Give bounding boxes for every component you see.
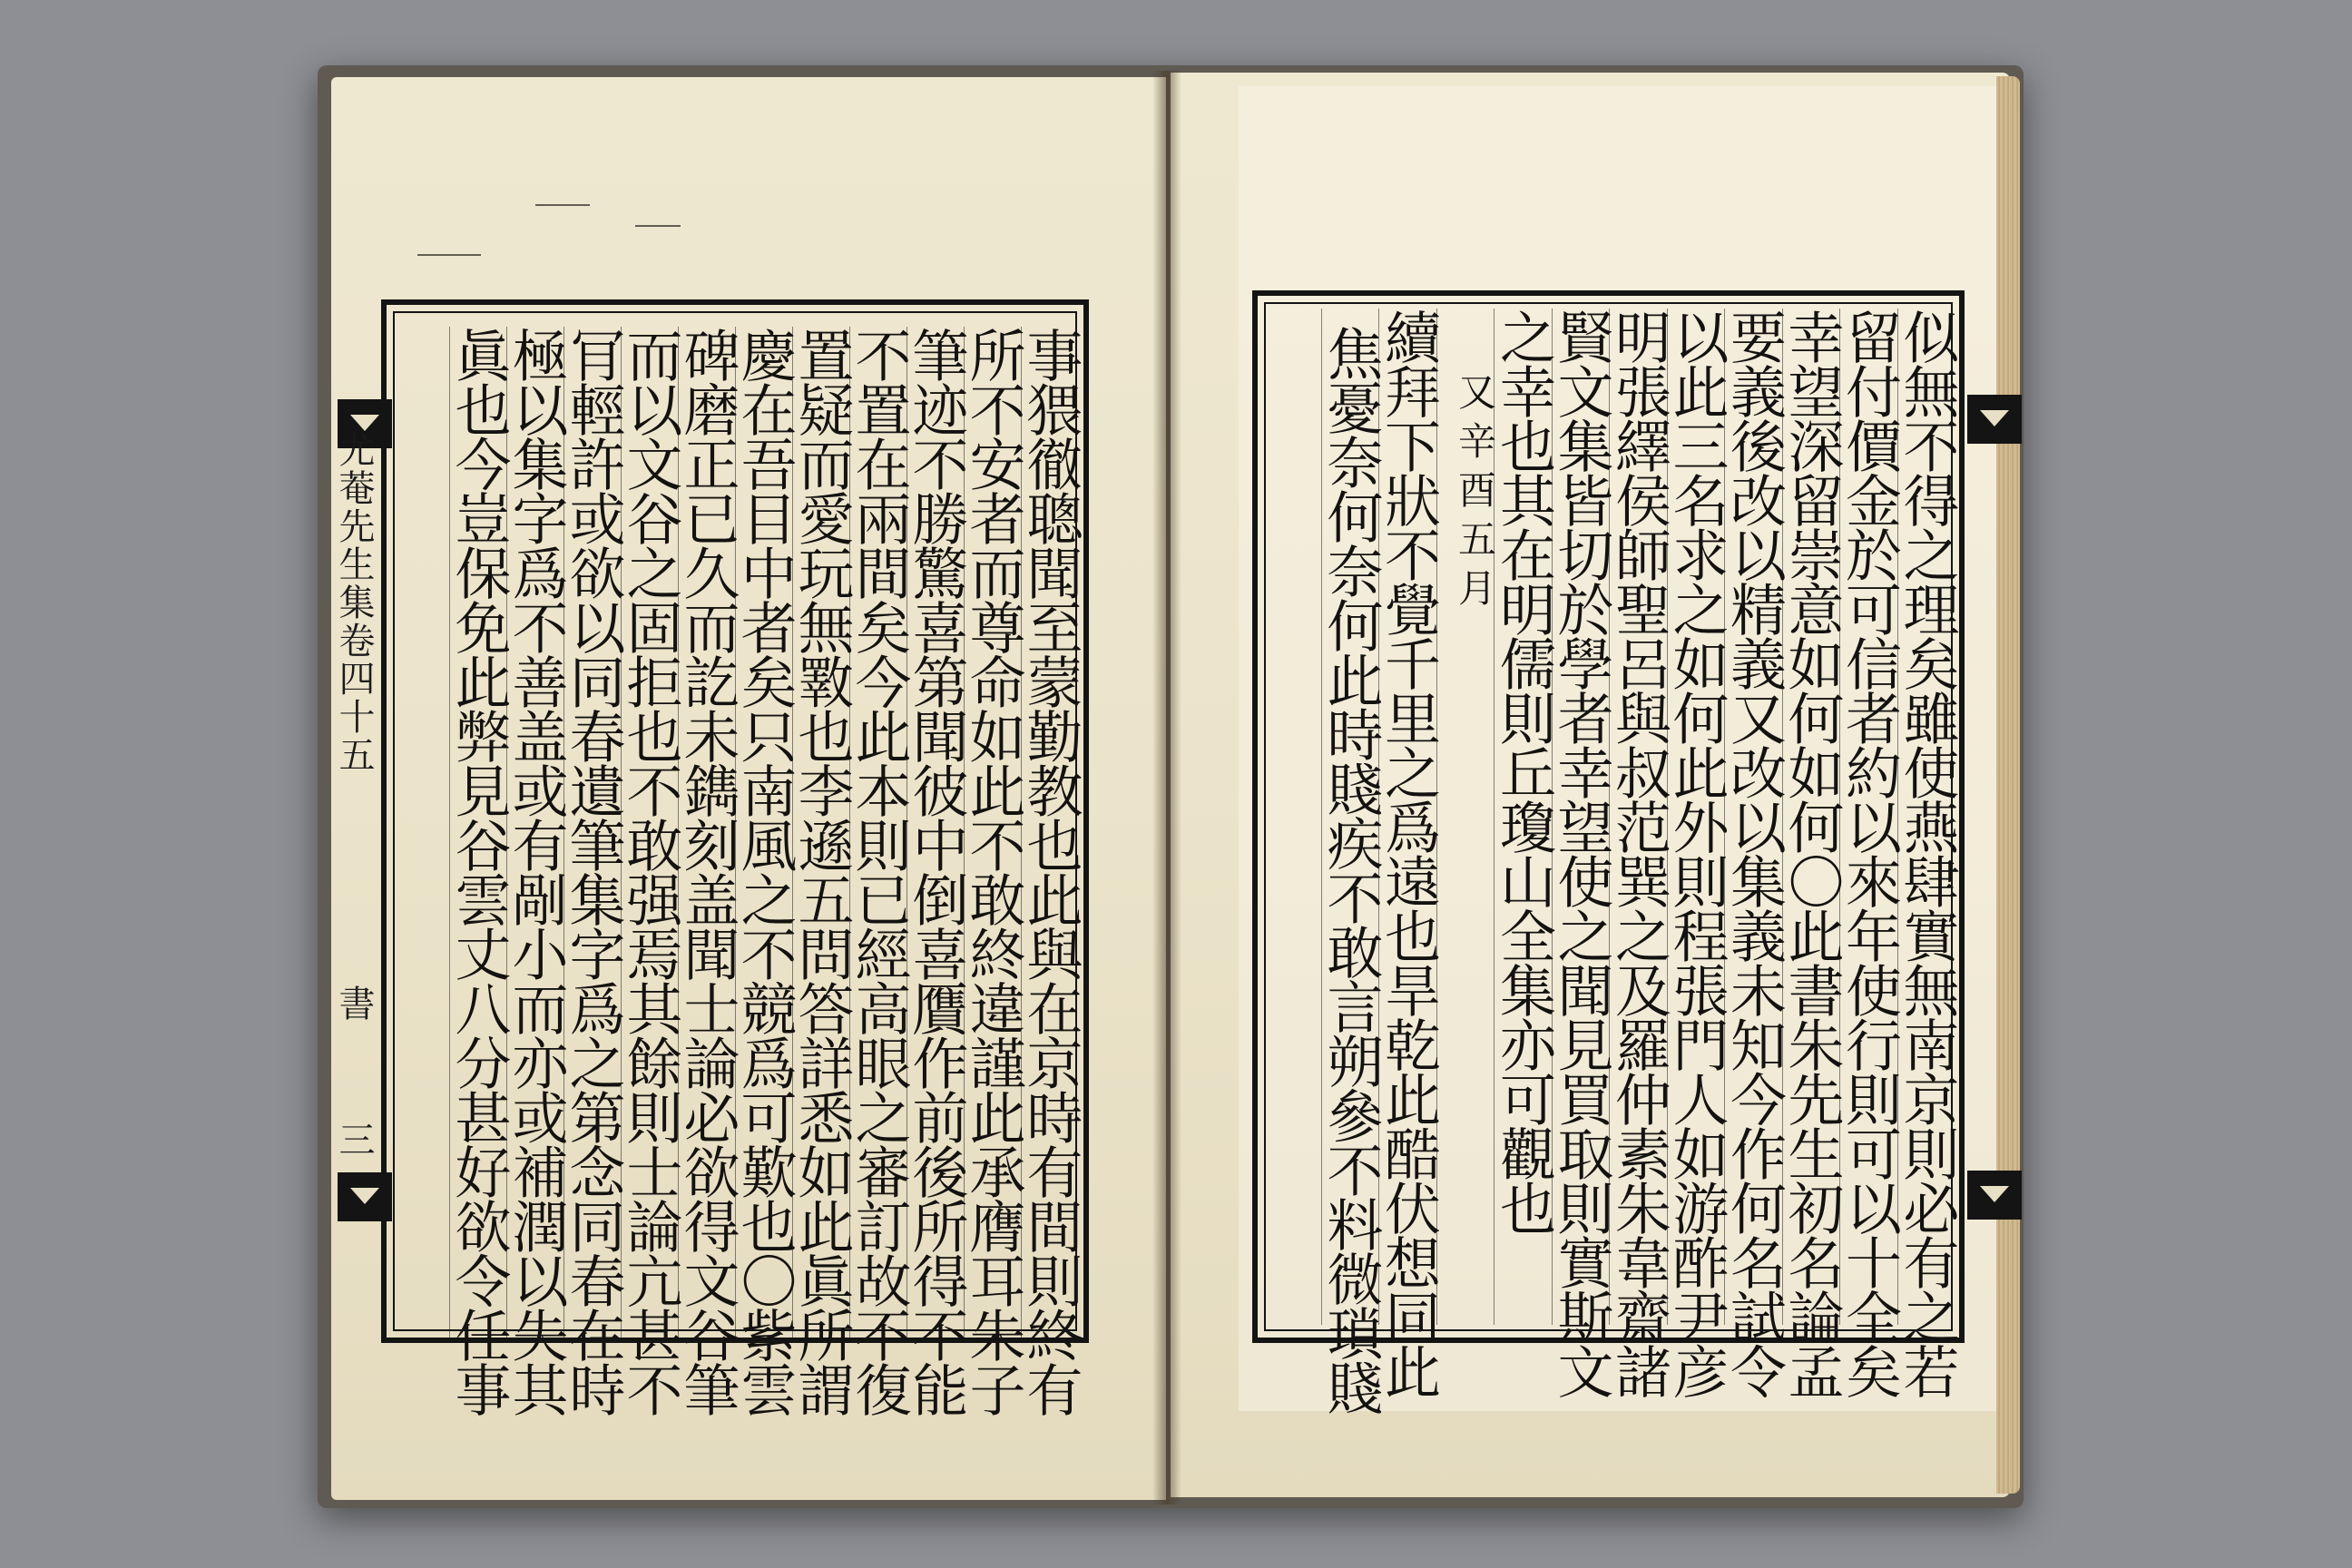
text-column: 慶在吾目中者矣只南風之不競爲可歎也〇紫雲 <box>731 327 798 1416</box>
ink-mark <box>535 204 590 206</box>
text-column: 明張繹侯師聖呂與叔范巽之及羅仲素朱韋齋諸 <box>1605 309 1672 1397</box>
text-column: 之幸也其在明儒則丘瓊山全集亦可觀也 <box>1494 309 1552 1325</box>
left-text-block <box>392 327 1083 1416</box>
text-column: 以此三名求之如何此外則程張門人如游酢尹彦 <box>1663 309 1730 1397</box>
book-gutter <box>1152 71 1181 1504</box>
letter-date-heading: 又辛酉五月 <box>1436 309 1494 1325</box>
fishtail-bottom-icon <box>1967 1171 2022 1220</box>
text-column: 續拜下狀不覺千里之爲遠也旱乾此酷伏想同此 <box>1375 309 1442 1397</box>
text-column-empty <box>1263 309 1321 1325</box>
ink-mark <box>635 225 681 227</box>
text-column: 極以集字爲不善盖或有剮小而亦或補潤以失其 <box>503 327 569 1416</box>
right-text-block <box>1263 309 1960 1414</box>
text-column: 幸望深留崇意如何如何〇此書朱先生初名論孟 <box>1779 309 1845 1397</box>
text-column: 肎輕許或欲以同春遺筆集字爲之第念同春在時 <box>560 327 626 1416</box>
text-column: 事猥徹聰聞至蒙勤教也此與在京時有間則終有 <box>1017 327 1083 1416</box>
text-column: 而以文谷之固拒也不敢强焉其餘則士論亢甚不 <box>617 327 683 1416</box>
text-column: 不置在兩間矣今此本則已經高眼之審訂故不復 <box>846 327 912 1416</box>
text-column: 筆迹不勝驚喜第聞彼中倒喜贋作前後所得不能 <box>903 327 969 1416</box>
section-label: 書 <box>333 985 375 1023</box>
text-column: 碑磨正已久而訖未鐫刻盖聞士論必欲得文谷筆 <box>674 327 740 1416</box>
running-title: 尤菴先生集卷四十五 <box>333 431 375 774</box>
text-column: 似無不得之理矣雖使燕肆實無南京則必有之若 <box>1894 309 1960 1397</box>
fishtail-top-icon <box>1967 395 2022 444</box>
text-column: 留付價金於可信者約以來年使行則可以十全矣 <box>1836 309 1903 1397</box>
folio-number: 三 <box>333 1121 375 1159</box>
text-column: 賢文集皆切於學者幸望使之聞見買取則實斯文 <box>1548 309 1614 1397</box>
text-column: 焦憂奈何奈何此時賤疾不敢言朔參不料微瑣賤 <box>1321 309 1379 1325</box>
ink-mark <box>417 254 481 256</box>
page-edges <box>1996 76 2020 1494</box>
text-column: 要義後改以精義又改以集義未知今作何名試令 <box>1720 309 1788 1397</box>
text-column: 所不安者而尊命如此不敢終違謹此承膺耳朱子 <box>960 327 1026 1416</box>
text-column: 眞也今豈保免此弊見谷雲丈八分甚好欲令任事 <box>446 327 512 1416</box>
fishtail-bottom-icon <box>338 1172 392 1221</box>
text-column: 置疑而愛玩無斁也李遜五問答詳悉如此眞所謂 <box>789 327 855 1416</box>
